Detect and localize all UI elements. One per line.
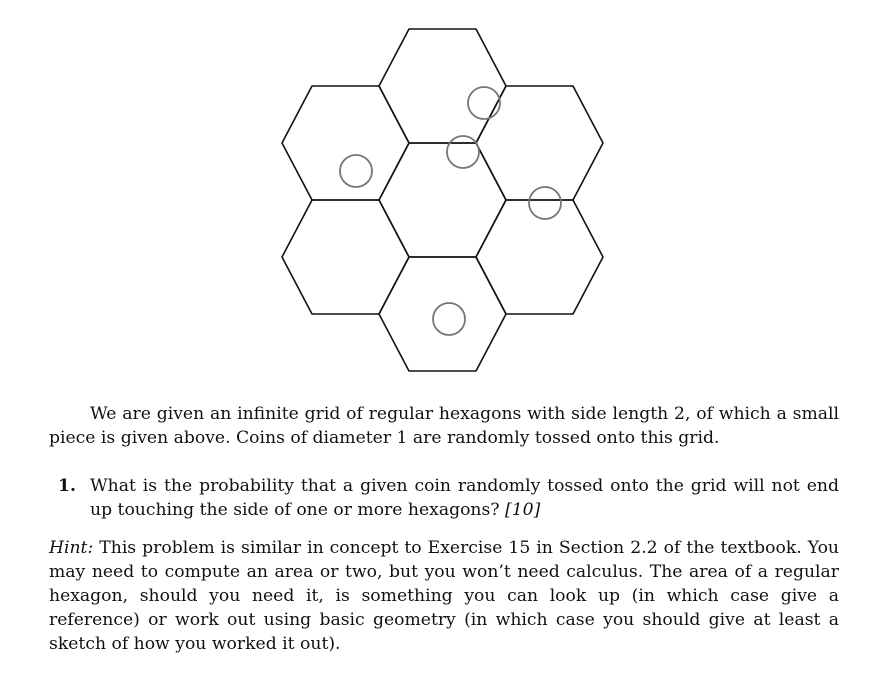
question-item <box>49 474 839 522</box>
coin-right-boundary <box>529 187 561 219</box>
hexagon-upper-right <box>476 86 603 200</box>
coin-center-top-boundary <box>447 136 479 168</box>
coin-bottom-inside <box>433 303 465 335</box>
question-points: [10] <box>505 500 541 520</box>
intro-text: We are given an infinite grid of regular hexagons with side length 2, of which a small piece is given above. Coins of diameter 1 are randomly tossed onto this grid. <box>49 404 839 448</box>
coins <box>340 87 561 335</box>
coin-top-boundary <box>468 87 500 119</box>
intro-paragraph <box>49 402 839 450</box>
coin-upper-left-inside <box>340 155 372 187</box>
hint-paragraph <box>49 536 839 656</box>
hexagon-lower-left <box>282 200 409 314</box>
hint-label: Hint: <box>49 538 94 558</box>
hexagon-top <box>379 29 506 143</box>
hint-text: This problem is similar in concept to Exercise 15 in Section 2.2 of the textbook. You may need to compute an area or two, but you won’t need calculus. The area of a regular hexagon, should you need it, is something you can look up (in which case give a reference) or work out using basic geometry (in which case you should give at least a sketch of how you worked it out). <box>49 538 839 654</box>
hexagon-bottom <box>379 257 506 371</box>
question-number: 1. <box>58 476 76 496</box>
hexagon-center <box>379 143 506 257</box>
question-text: What is the probability that a given coin randomly tossed onto the grid will not end up touching the side of one or more hexagons? <box>90 476 839 520</box>
hexagon-grid <box>282 29 603 371</box>
